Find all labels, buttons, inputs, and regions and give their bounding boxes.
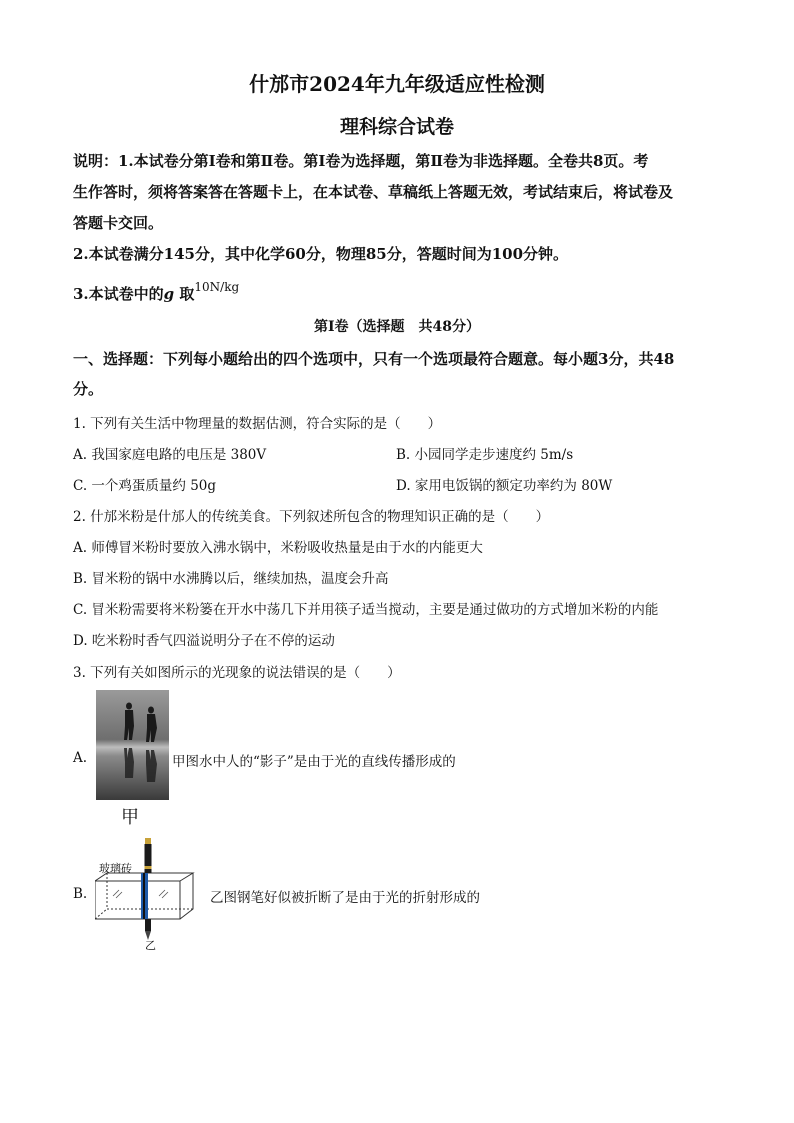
q2-option-d: D. 吃米粉时香气四溢说明分子在不停的运动	[73, 633, 335, 649]
q3-option-b-text: 乙图钢笔好似被折断了是由于光的折射形成的	[210, 890, 480, 906]
instructions-line-5-prefix: 3.本试卷中的	[73, 285, 164, 303]
figure-b-caption: 乙	[145, 939, 156, 952]
q1-stem: 1. 下列有关生活中物理量的数据估测，符合实际的是（ ）	[73, 416, 442, 432]
section-intro-line-1: 一、选择题：下列每小题给出的四个选项中，只有一个选项最符合题意。每小题3分，共48	[73, 350, 675, 368]
people-figures-image	[96, 690, 169, 800]
glass-brick-label: 玻璃砖	[99, 862, 132, 875]
glass-brick-front	[95, 881, 180, 919]
instructions-line-3: 答题卡交回。	[73, 214, 164, 232]
q3-option-a-text: 甲图水中人的“影子”是由于光的直线传播形成的	[172, 754, 456, 770]
section-intro-line-2: 分。	[73, 380, 104, 398]
gravity-value: 10N/kg	[194, 280, 240, 294]
page-subtitle: 理科综合试卷	[339, 116, 454, 138]
pen-icon	[141, 838, 152, 940]
q1-option-c: C. 一个鸡蛋质量约 50g	[73, 478, 217, 494]
q3-option-b-letter: B.	[73, 886, 88, 902]
shadow-photo	[96, 690, 169, 800]
figure-a-caption: 甲	[121, 807, 139, 828]
glass-pen-diagram	[95, 836, 205, 951]
q1-option-a: A. 我国家庭电路的电压是 380V	[73, 447, 267, 463]
q3-stem: 3. 下列有关如图所示的光现象的说法错误的是（ ）	[73, 665, 401, 681]
instructions-line-5-take: 取	[174, 285, 195, 303]
instructions-line-1: 说明：1.本试卷分第Ⅰ卷和第Ⅱ卷。第Ⅰ卷为选择题，第Ⅱ卷为非选择题。全卷共8页。考	[73, 152, 649, 170]
q1-option-b: B. 小园同学走步速度约 5m/s	[396, 447, 574, 463]
q2-option-b: B. 冒米粉的锅中水沸腾以后，继续加热，温度会升高	[73, 571, 389, 587]
q2-option-c: C. 冒米粉需要将米粉篓在开水中荡几下并用筷子适当搅动，主要是通过做功的方式增加米粉的内能	[73, 602, 659, 618]
q1-option-d: D. 家用电饭锅的额定功率约为 80W	[396, 478, 613, 494]
section-heading: 第Ⅰ卷（选择题 共48分）	[313, 319, 481, 335]
instructions-line-4: 2.本试卷满分145分，其中化学60分，物理85分，答题时间为100分钟。	[73, 245, 569, 263]
q2-option-a: A. 师傅冒米粉时要放入沸水锅中，米粉吸收热量是由于水的内能更大	[73, 540, 483, 556]
gravity-symbol: g	[163, 285, 175, 303]
q2-stem: 2. 什邡米粉是什邡人的传统美食。下列叙述所包含的物理知识正确的是（ ）	[73, 509, 550, 525]
q3-option-a-letter: A.	[73, 750, 88, 766]
instructions-line-2: 生作答时，须将答案答在答题卡上，在本试卷、草稿纸上答题无效，考试结束后，将试卷及	[73, 183, 674, 201]
page-title: 什邡市2024年九年级适应性检测	[249, 72, 545, 96]
instructions-line-5	[73, 280, 240, 304]
